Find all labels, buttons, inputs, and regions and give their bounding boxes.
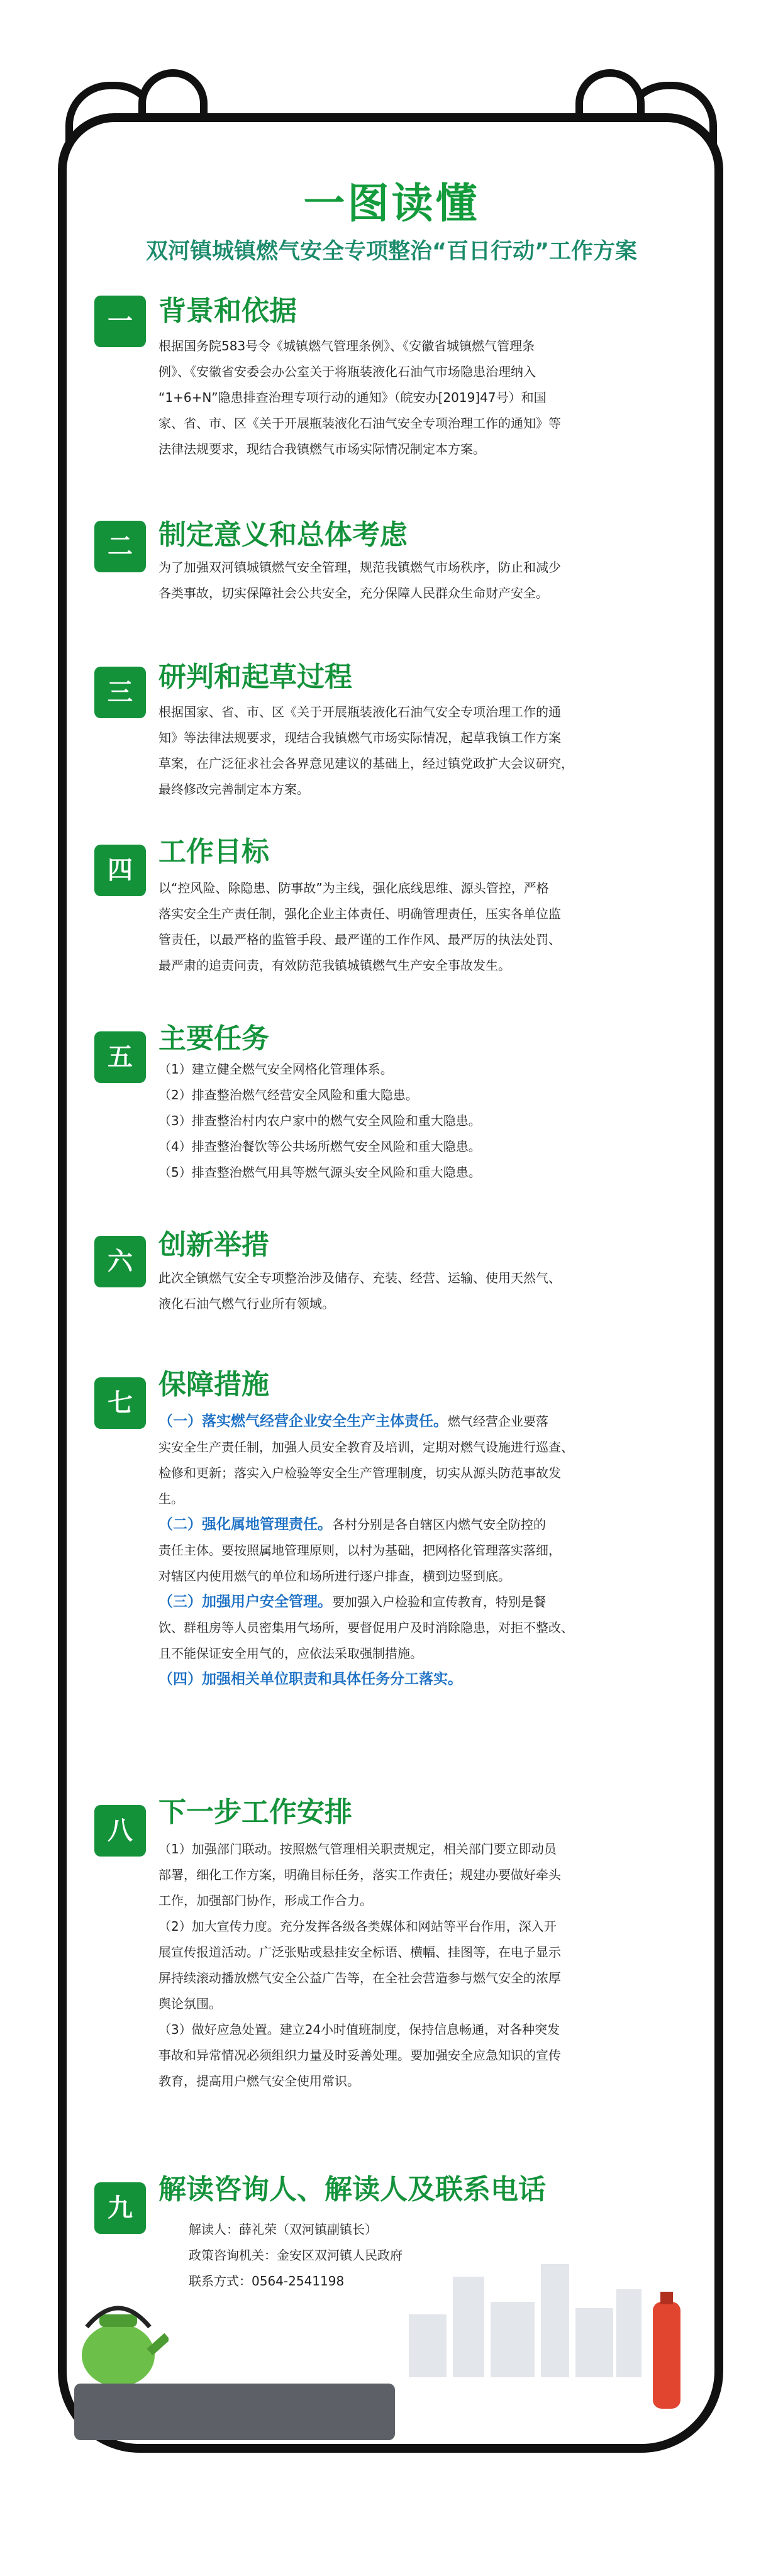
text-line: （5）排查整治燃气用具等燃气源头安全风险和重大隐患。 [158,1165,481,1180]
city-skyline-illustration [403,2239,654,2377]
measure-2-lead: 各村分别是各自辖区内燃气安全防控的 [332,1517,546,1532]
section-3-title: 研判和起草过程 [158,661,352,693]
text-line: 对辖区内使用燃气的单位和场所进行逐户排查，横到边竖到底。 [158,1568,511,1584]
section-5-title: 主要任务 [158,1023,269,1055]
section-9-title: 解读咨询人、解读人及联系电话 [158,2174,546,2206]
text-line: 管责任，以最严格的监管手段、最严谨的工作作风、最严厉的执法处罚、 [158,932,561,947]
section-3-text [158,699,649,802]
section-8-badge: 八 [94,1805,146,1857]
section-5-text [158,1057,649,1185]
text-line: 知》等法律法规要求，现结合我镇燃气市场实际情况，起草我镇工作方案 [158,730,561,745]
section-4-badge: 四 [94,845,146,896]
section-5-badge: 五 [94,1031,146,1083]
measure-2-heading: （二）强化属地管理责任。 [158,1516,332,1533]
text-line: （4）排查整治餐饮等公共场所燃气安全风险和重大隐患。 [158,1139,481,1154]
text-line: 根据国务院583号令《城镇燃气管理条例》、《安徽省城镇燃气管理条 [158,338,535,353]
section-8-title: 下一步工作安排 [158,1796,352,1828]
green-kettle-illustration [74,2289,169,2390]
section-2-text [158,555,649,606]
text-line: 各类事故，切实保障社会公共安全，充分保障人民群众生命财产安全。 [158,586,548,601]
text-line: 根据国家、省、市、区《关于开展瓶装液化石油气安全专项治理工作的通 [158,704,561,719]
measure-3-heading: （三）加强用户安全管理。 [158,1594,332,1610]
section-8-text [158,1836,649,2094]
gas-stove-illustration [74,2384,395,2440]
text-line: 例》、《安徽省安委会办公室关于将瓶装液化石油气市场隐患治理纳入 [158,364,536,379]
section-2-title: 制定意义和总体考虑 [158,519,408,551]
text-line: 教育，提高用户燃气安全使用常识。 [158,2074,360,2089]
text-line: “1+6+N”隐患排查治理专项行动的通知》（皖安办[2019]47号）和国 [158,390,547,405]
section-7-title: 保障措施 [158,1368,269,1401]
text-line: 解读人：薛礼荣（双河镇副镇长） [189,2222,377,2237]
text-line: 政策咨询机关：金安区双河镇人民政府 [189,2248,403,2263]
text-line: （1）建立健全燃气安全网格化管理体系。 [158,1062,393,1077]
text-line: 工作，加强部门协作，形成工作合力。 [158,1893,372,1908]
measure-1-lead: 燃气经营企业要落 [448,1414,548,1429]
text-line: 展宣传报道活动。广泛张贴或悬挂安全标语、横幅、挂图等，在电子显示 [158,1945,561,1960]
section-2-badge: 二 [94,521,146,572]
measure-4-heading: （四）加强相关单位职责和具体任务分工落实。 [158,1671,462,1687]
text-line: 液化石油气燃气行业所有领域。 [158,1296,335,1311]
text-line: 责任主体。要按照属地管理原则，以村为基础，把网格化管理落实落细， [158,1543,561,1558]
text-line: 落实安全生产责任制，强化企业主体责任、明确管理责任，压实各单位监 [158,906,561,921]
measure-1-heading: （一）落实燃气经营企业安全生产主体责任。 [158,1413,448,1430]
text-line: （2）加大宣传力度。充分发挥各级各类媒体和网站等平台作用，深入开 [158,1919,557,1934]
text-line: （3）排查整治村内农户家中的燃气安全风险和重大隐患。 [158,1113,481,1128]
text-line: 草案，在广泛征求社会各界意见建议的基础上，经过镇党政扩大会议研究， [158,756,574,771]
text-line: 实安全生产责任制，加强人员安全教育及培训，定期对燃气设施进行巡查、 [158,1440,574,1455]
text-line: 部署，细化工作方案，明确目标任务，落实工作责任；规建办要做好牵头 [158,1867,561,1882]
section-6-badge: 六 [94,1236,146,1287]
section-1-title: 背景和依据 [158,295,297,327]
section-6-text [158,1265,649,1317]
text-line: 此次全镇燃气安全专项整治涉及储存、充装、经营、运输、使用天然气、 [158,1270,561,1285]
text-line: 最严肃的追责问责，有效防范我镇城镇燃气生产安全事故发生。 [158,958,511,973]
text-line: （3）做好应急处置。建立24小时值班制度，保持信息畅通，对各种突发 [158,2022,560,2037]
text-line: 检修和更新；落实入户检验等安全生产管理制度，切实从源头防范事故发 [158,1465,561,1480]
text-line: （1）加强部门联动。按照燃气管理相关职责规定，相关部门要立即动员 [158,1841,557,1857]
text-line: 最终修改完善制定本方案。 [158,782,309,797]
section-9-badge: 九 [94,2182,146,2234]
section-1-text [158,333,649,462]
text-line: 家、省、市、区《关于开展瓶装液化石油气安全专项治理工作的通知》等 [158,416,561,431]
text-line: 以“控风险、除隐患、防事故”为主线，强化底线思维、源头管控，严格 [158,880,549,896]
page-title: 一图读懂 [303,179,480,228]
text-line: 法律法规要求，现结合我镇燃气市场实际情况制定本方案。 [158,441,486,457]
text-line: 饮、群租房等人员密集用气场所，要督促用户及时消除隐患，对拒不整改、 [158,1620,574,1635]
section-4-text [158,875,649,979]
section-4-title: 工作目标 [158,836,269,868]
section-3-badge: 三 [94,667,146,718]
page-subtitle: 双河镇城镇燃气安全专项整治“百日行动”工作方案 [145,239,637,264]
measure-3-lead: 要加强入户检验和宣传教育，特别是餐 [332,1594,546,1609]
section-6-title: 创新举措 [158,1229,269,1261]
text-line: 事故和异常情况必须组织力量及时妥善处理。要加强安全应急知识的宣传 [158,2048,561,2063]
section-1-badge: 一 [94,296,146,347]
text-line: （2）排查整治燃气经营安全风险和重大隐患。 [158,1087,418,1102]
section-7-text [158,1409,649,1692]
text-line: 联系方式：0564-2541198 [189,2273,345,2289]
text-line: 舆论氛围。 [158,1996,221,2011]
text-line: 屏持续滚动播放燃气安全公益广告等，在全社会营造参与燃气安全的浓厚 [158,1970,561,1985]
text-line: 生。 [158,1491,184,1506]
section-7-badge: 七 [94,1377,146,1429]
text-line: 且不能保证安全用气的，应依法采取强制措施。 [158,1646,423,1661]
gas-cylinder-illustration [648,2289,686,2415]
text-line: 为了加强双河镇城镇燃气安全管理，规范我镇燃气市场秩序，防止和减少 [158,560,561,575]
